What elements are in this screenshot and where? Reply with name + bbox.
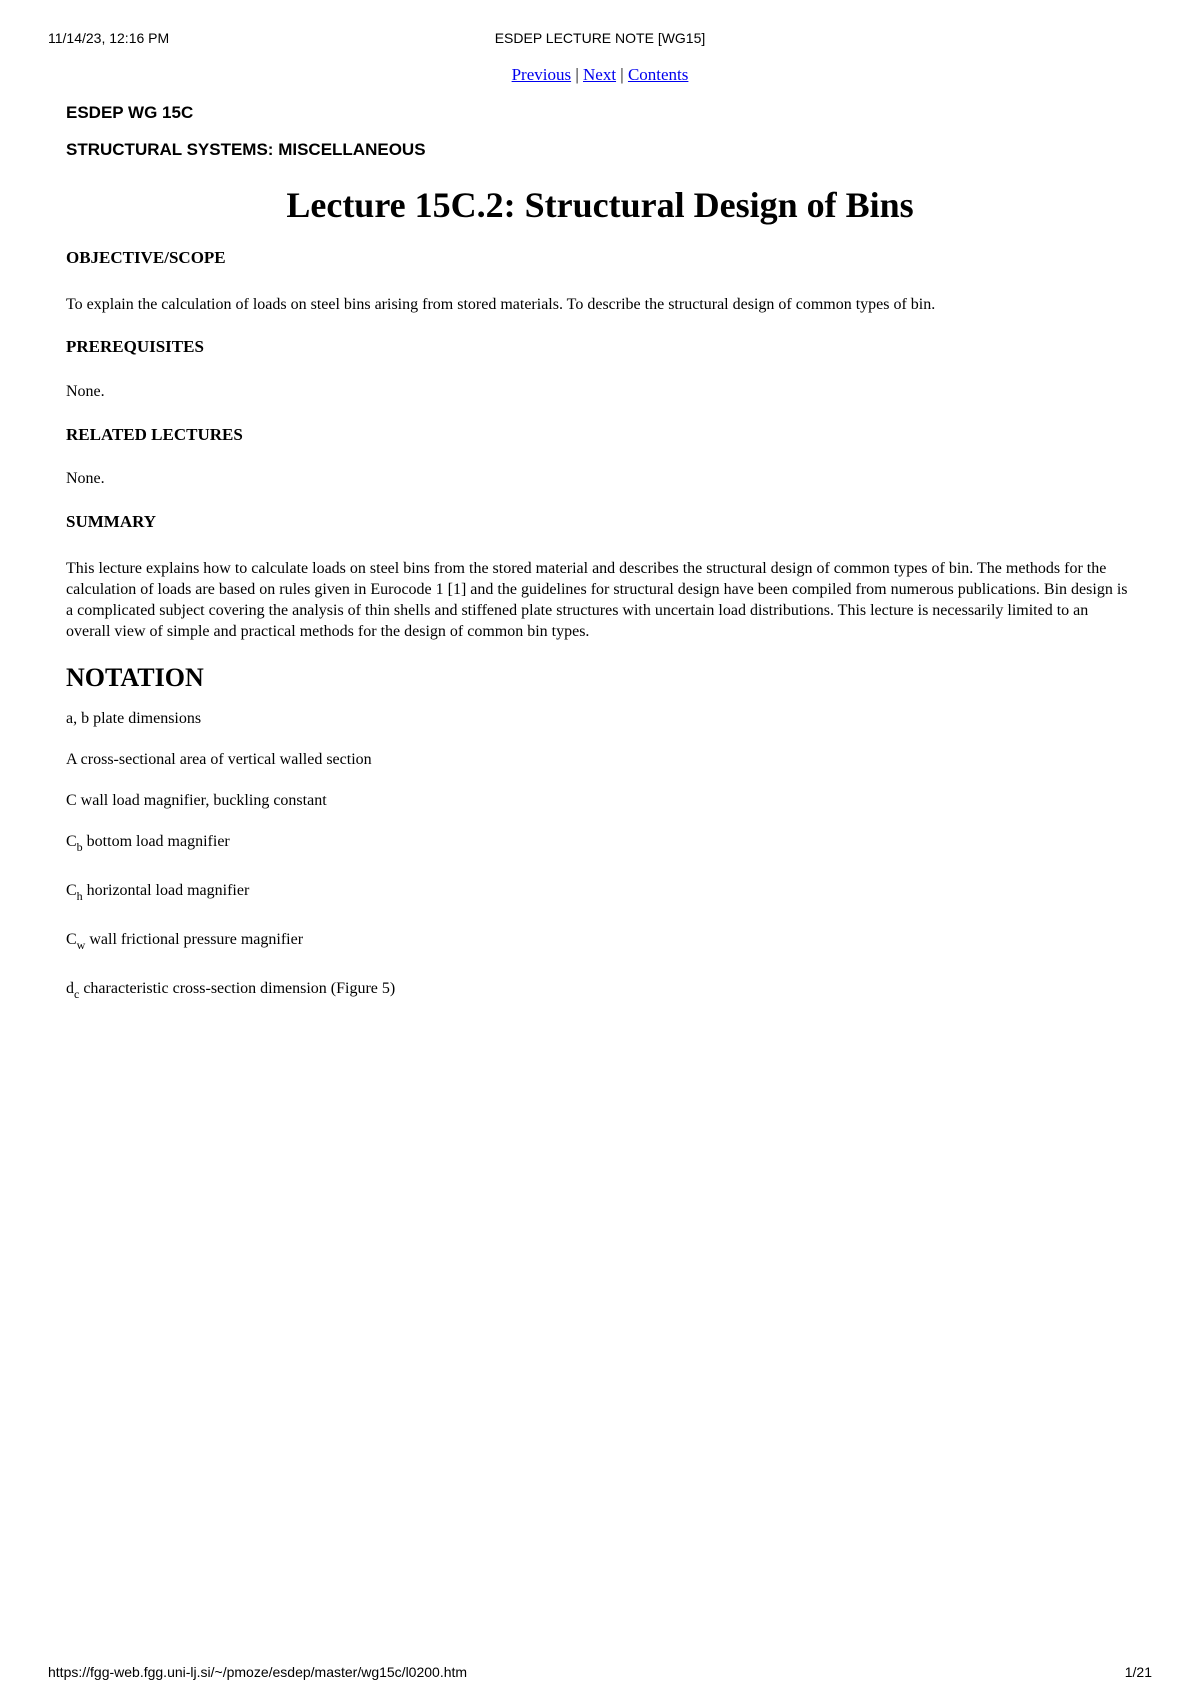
notation-description: bottom load magnifier [86, 833, 230, 850]
nav-separator: | [620, 65, 624, 84]
related-lectures-heading: RELATED LECTURES [66, 425, 243, 444]
next-link[interactable]: Next [583, 65, 617, 84]
notation-description: cross-sectional area of vertical walled section [80, 751, 372, 768]
notation-item [66, 978, 1134, 1005]
print-datetime: 11/14/23, 12:16 PM [48, 30, 170, 46]
notation-symbol: A [66, 751, 77, 768]
related-lectures-text: None. [66, 470, 105, 487]
notation-description: characteristic cross-section dimension (Figure 5) [83, 980, 396, 997]
summary-heading: SUMMARY [66, 512, 157, 531]
notation-symbol: $C_w$ [66, 931, 86, 952]
notation-symbol: $C_b$ [66, 833, 83, 854]
notation-item [66, 880, 1134, 907]
notation-symbol: C [66, 792, 77, 809]
page-number: 1/21 [1124, 1664, 1152, 1680]
notation-description: wall load magnifier, buckling constant [80, 792, 327, 809]
notation-item [66, 929, 1134, 956]
objective-heading: OBJECTIVE/SCOPE [66, 248, 226, 267]
working-group-title: ESDEP WG 15C [66, 103, 194, 122]
notation-subscript: b [76, 840, 83, 854]
notation-item [66, 790, 1134, 811]
notation-item [66, 708, 1134, 729]
navigation-links [66, 64, 1134, 86]
contents-link[interactable]: Contents [627, 65, 689, 84]
notation-subscript: h [76, 889, 83, 903]
structural-systems-title: STRUCTURAL SYSTEMS: MISCELLANEOUS [66, 140, 426, 159]
print-footer [48, 1662, 1152, 1682]
nav-separator: | [575, 65, 579, 84]
prerequisites-heading: PREREQUISITES [66, 337, 204, 356]
notation-item [66, 749, 1134, 770]
print-page-title: ESDEP LECTURE NOTE [WG15] [494, 30, 706, 46]
document-body [66, 64, 1134, 1027]
lecture-title: Lecture 15C.2: Structural Design of Bins [286, 185, 914, 225]
summary-text: This lecture explains how to calculate loads on steel bins from the stored material and describes the structural design of common types of bin. The methods for the calculation of loads are based on rules given in Eurocode 1 [1] and the guidelines for structural design have been compiled from numerous publications. Bin design is a complicated subject covering the analysis of thin shells and stiffened plate structures with uncertain load distributions. This lecture is necessarily limited to an overall view of simple and practical methods for the design of common bin types. [66, 560, 1128, 640]
notation-subscript: c [74, 987, 80, 1001]
notation-symbol: $d_c$ [66, 980, 80, 1001]
notation-subscript: w [76, 938, 86, 952]
notation-description: wall frictional pressure magnifier [89, 931, 304, 948]
previous-link[interactable]: Previous [511, 65, 572, 84]
notation-heading: NOTATION [66, 663, 204, 692]
print-header [48, 28, 1152, 48]
notation-description: horizontal load magnifier [86, 882, 250, 899]
objective-text: To explain the calculation of loads on steel bins arising from stored materials. To describe the structural design of common types of bin. [66, 296, 936, 313]
page-url: https://fgg-web.fgg.uni-lj.si/~/pmoze/esdep/master/wg15c/l0200.htm [48, 1664, 468, 1680]
notation-description: plate dimensions [93, 710, 202, 727]
notation-list [66, 708, 1134, 1005]
notation-symbol: a, b [66, 710, 90, 727]
notation-item [66, 831, 1134, 858]
notation-symbol: $C_h$ [66, 882, 83, 903]
prerequisites-text: None. [66, 383, 105, 400]
